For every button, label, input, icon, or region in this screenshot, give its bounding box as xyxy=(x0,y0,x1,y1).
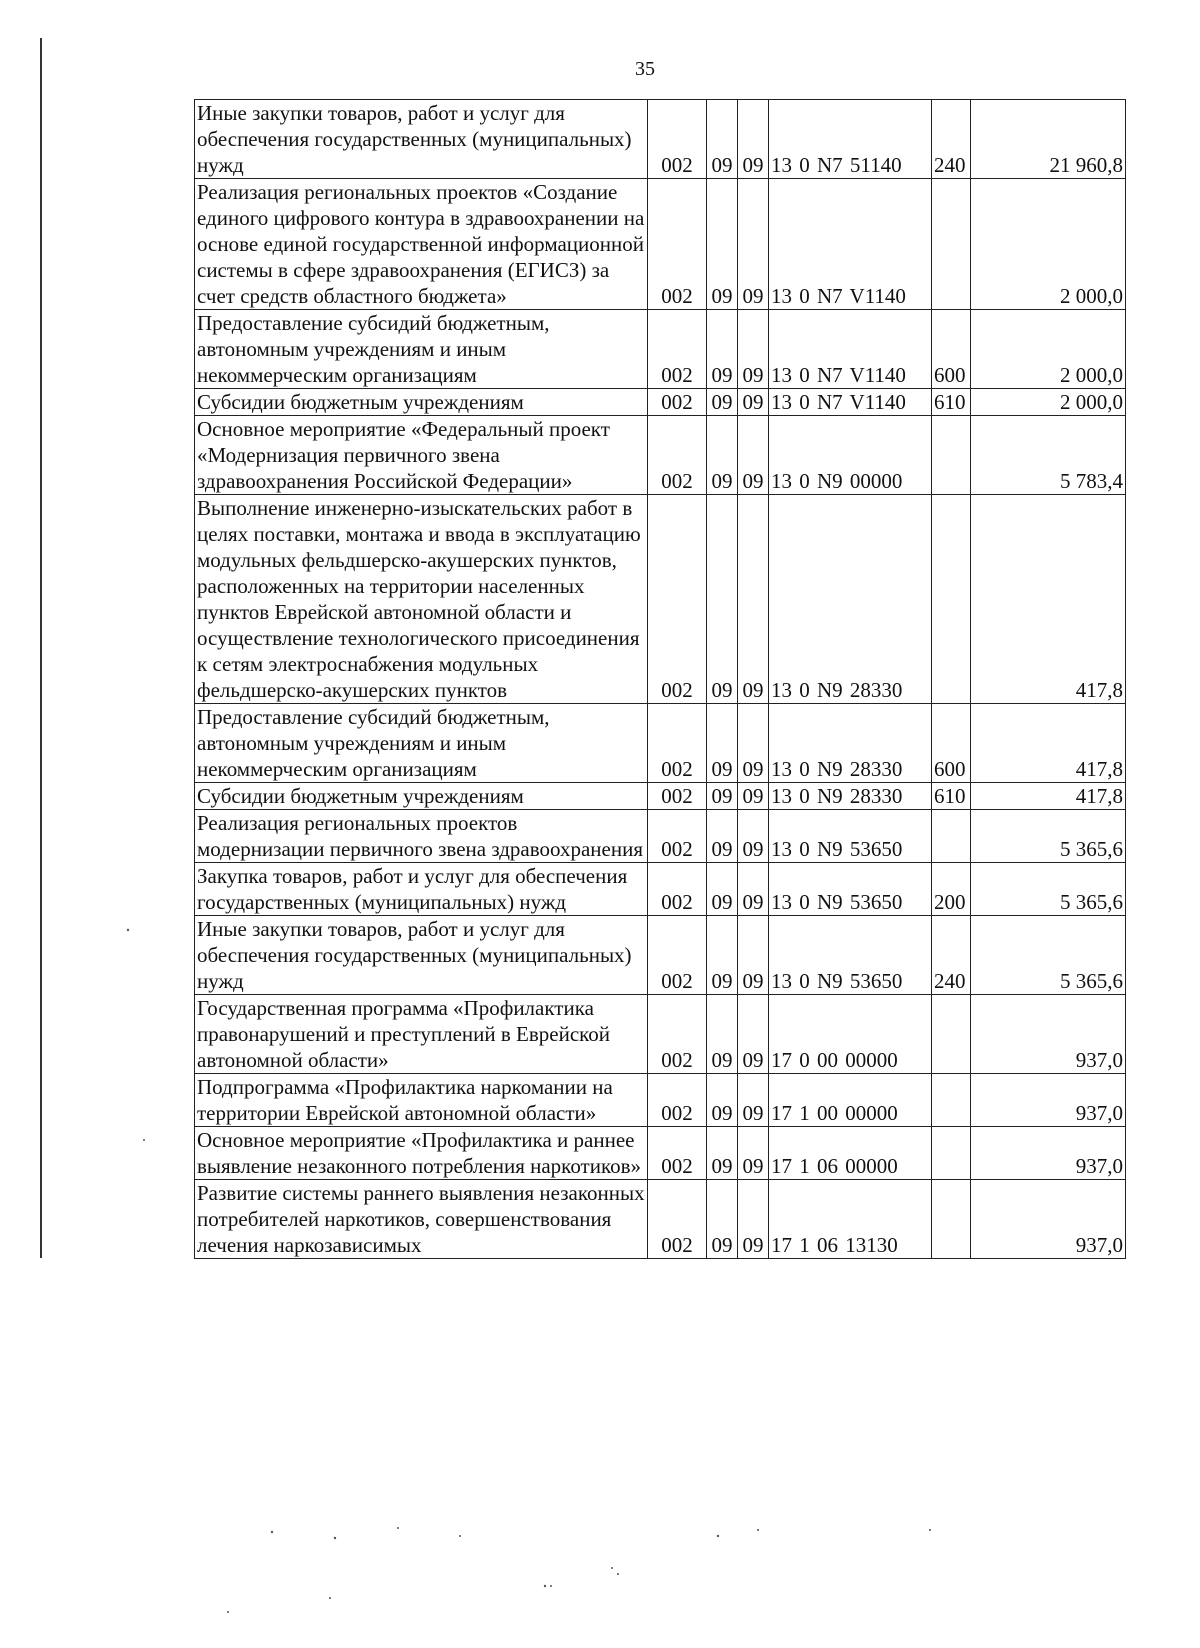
row-name: Предоставление субсидий бюджетным, автономным учреждениям и иным некоммерческим организациям xyxy=(195,704,648,783)
cell-ministry-code: 002 xyxy=(648,100,707,179)
cell-expense-type: 610 xyxy=(932,389,971,416)
row-name: Государственная программа «Профилактика правонарушений и преступлений в Еврейской автономной области» xyxy=(195,995,648,1074)
cell-section-code: 09 xyxy=(707,916,738,995)
cell-section-code: 09 xyxy=(707,1127,738,1180)
table-row xyxy=(195,179,1126,310)
row-name: Реализация региональных проектов модернизации первичного звена здравоохранения xyxy=(195,810,648,863)
cell-subsection-code: 09 xyxy=(738,100,769,179)
cell-subsection-code: 09 xyxy=(738,704,769,783)
cell-section-code: 09 xyxy=(707,810,738,863)
cell-target-article: 17 1 00 00000 xyxy=(769,1074,932,1127)
cell-subsection-code: 09 xyxy=(738,916,769,995)
cell-amount: 2 000,0 xyxy=(971,179,1126,310)
row-name: Основное мероприятие «Профилактика и раннее выявление незаконного потребления наркотиков» xyxy=(195,1127,648,1180)
row-name: Реализация региональных проектов «Создание единого цифрового контура в здравоохранении на основе единой государственной информационной системы в сфере здравоохранения (ЕГИСЗ) за счет средств областного бюджета» xyxy=(195,179,648,310)
cell-amount: 5 365,6 xyxy=(971,916,1126,995)
cell-expense-type xyxy=(932,810,971,863)
table-row xyxy=(195,416,1126,495)
cell-target-article: 13 0 N9 28330 xyxy=(769,495,932,704)
cell-target-article: 13 0 N7 V1140 xyxy=(769,389,932,416)
cell-target-article: 13 0 N9 00000 xyxy=(769,416,932,495)
cell-target-article: 13 0 N9 53650 xyxy=(769,863,932,916)
cell-subsection-code: 09 xyxy=(738,1127,769,1180)
table-row xyxy=(195,704,1126,783)
cell-ministry-code: 002 xyxy=(648,389,707,416)
row-name: Иные закупки товаров, работ и услуг для обеспечения государственных (муниципальных) нужд xyxy=(195,100,648,179)
cell-subsection-code: 09 xyxy=(738,389,769,416)
cell-section-code: 09 xyxy=(707,863,738,916)
row-name: Развитие системы раннего выявления незаконных потребителей наркотиков, совершенствования лечения наркозависимых xyxy=(195,1180,648,1259)
row-name: Предоставление субсидий бюджетным, автономным учреждениям и иным некоммерческим организациям xyxy=(195,310,648,389)
cell-target-article: 13 0 N7 V1140 xyxy=(769,310,932,389)
cell-section-code: 09 xyxy=(707,416,738,495)
cell-ministry-code: 002 xyxy=(648,995,707,1074)
table-row xyxy=(195,310,1126,389)
cell-section-code: 09 xyxy=(707,783,738,810)
row-name: Субсидии бюджетным учреждениям xyxy=(195,783,648,810)
table-row xyxy=(195,100,1126,179)
cell-ministry-code: 002 xyxy=(648,179,707,310)
cell-amount: 417,8 xyxy=(971,704,1126,783)
cell-amount: 2 000,0 xyxy=(971,389,1126,416)
cell-expense-type: 240 xyxy=(932,100,971,179)
cell-subsection-code: 09 xyxy=(738,310,769,389)
cell-ministry-code: 002 xyxy=(648,783,707,810)
cell-section-code: 09 xyxy=(707,1180,738,1259)
cell-ministry-code: 002 xyxy=(648,1180,707,1259)
cell-expense-type xyxy=(932,995,971,1074)
cell-ministry-code: 002 xyxy=(648,863,707,916)
cell-expense-type xyxy=(932,495,971,704)
cell-section-code: 09 xyxy=(707,495,738,704)
table-row xyxy=(195,1180,1126,1259)
cell-target-article: 17 1 06 00000 xyxy=(769,1127,932,1180)
cell-target-article: 13 0 N9 53650 xyxy=(769,916,932,995)
row-name: Подпрограмма «Профилактика наркомании на территории Еврейской автономной области» xyxy=(195,1074,648,1127)
cell-expense-type: 600 xyxy=(932,310,971,389)
table-row xyxy=(195,389,1126,416)
cell-amount: 417,8 xyxy=(971,783,1126,810)
cell-subsection-code: 09 xyxy=(738,1074,769,1127)
cell-expense-type xyxy=(932,416,971,495)
cell-target-article: 13 0 N7 V1140 xyxy=(769,179,932,310)
cell-subsection-code: 09 xyxy=(738,783,769,810)
row-name: Иные закупки товаров, работ и услуг для обеспечения государственных (муниципальных) нужд xyxy=(195,916,648,995)
cell-ministry-code: 002 xyxy=(648,916,707,995)
cell-amount: 417,8 xyxy=(971,495,1126,704)
cell-expense-type: 200 xyxy=(932,863,971,916)
cell-target-article: 17 0 00 00000 xyxy=(769,995,932,1074)
cell-section-code: 09 xyxy=(707,100,738,179)
cell-expense-type xyxy=(932,1180,971,1259)
page-number: 35 xyxy=(635,58,655,80)
cell-amount: 937,0 xyxy=(971,1074,1126,1127)
cell-expense-type: 600 xyxy=(932,704,971,783)
budget-table xyxy=(194,99,1126,1259)
cell-section-code: 09 xyxy=(707,995,738,1074)
row-name: Закупка товаров, работ и услуг для обеспечения государственных (муниципальных) нужд xyxy=(195,863,648,916)
table-row xyxy=(195,995,1126,1074)
cell-expense-type xyxy=(932,1074,971,1127)
table-row xyxy=(195,1074,1126,1127)
cell-ministry-code: 002 xyxy=(648,1127,707,1180)
cell-subsection-code: 09 xyxy=(738,810,769,863)
table-row xyxy=(195,783,1126,810)
cell-target-article: 13 0 N9 28330 xyxy=(769,704,932,783)
table-row xyxy=(195,916,1126,995)
cell-expense-type xyxy=(932,179,971,310)
cell-amount: 2 000,0 xyxy=(971,310,1126,389)
cell-amount: 5 365,6 xyxy=(971,810,1126,863)
cell-ministry-code: 002 xyxy=(648,704,707,783)
cell-target-article: 13 0 N9 28330 xyxy=(769,783,932,810)
table-row xyxy=(195,1127,1126,1180)
cell-section-code: 09 xyxy=(707,179,738,310)
cell-subsection-code: 09 xyxy=(738,863,769,916)
cell-section-code: 09 xyxy=(707,1074,738,1127)
row-name: Основное мероприятие «Федеральный проект «Модернизация первичного звена здравоохранения Российской Федерации» xyxy=(195,416,648,495)
cell-expense-type: 610 xyxy=(932,783,971,810)
row-name: Выполнение инженерно-изыскательских работ в целях поставки, монтажа и ввода в эксплуатацию модульных фельдшерско-акушерских пунктов, расположенных на территории населенных пунктов Еврейской автономной области и осуществление технологического присоединения к сетям электроснабжения модульных фельдшерско-акушерских пунктов xyxy=(195,495,648,704)
budget-table-body xyxy=(195,100,1126,1259)
table-row xyxy=(195,863,1126,916)
cell-expense-type: 240 xyxy=(932,916,971,995)
table-row xyxy=(195,810,1126,863)
cell-amount: 937,0 xyxy=(971,1180,1126,1259)
cell-target-article: 13 0 N9 53650 xyxy=(769,810,932,863)
cell-amount: 937,0 xyxy=(971,1127,1126,1180)
cell-ministry-code: 002 xyxy=(648,1074,707,1127)
cell-expense-type xyxy=(932,1127,971,1180)
scan-margin-line xyxy=(40,38,42,1258)
cell-section-code: 09 xyxy=(707,389,738,416)
cell-section-code: 09 xyxy=(707,704,738,783)
cell-subsection-code: 09 xyxy=(738,179,769,310)
cell-subsection-code: 09 xyxy=(738,1180,769,1259)
cell-section-code: 09 xyxy=(707,310,738,389)
cell-target-article: 17 1 06 13130 xyxy=(769,1180,932,1259)
cell-amount: 21 960,8 xyxy=(971,100,1126,179)
cell-amount: 937,0 xyxy=(971,995,1126,1074)
table-row xyxy=(195,495,1126,704)
cell-ministry-code: 002 xyxy=(648,810,707,863)
cell-ministry-code: 002 xyxy=(648,310,707,389)
cell-subsection-code: 09 xyxy=(738,995,769,1074)
cell-amount: 5 365,6 xyxy=(971,863,1126,916)
row-name: Субсидии бюджетным учреждениям xyxy=(195,389,648,416)
cell-ministry-code: 002 xyxy=(648,416,707,495)
cell-subsection-code: 09 xyxy=(738,495,769,704)
cell-subsection-code: 09 xyxy=(738,416,769,495)
cell-ministry-code: 002 xyxy=(648,495,707,704)
cell-amount: 5 783,4 xyxy=(971,416,1126,495)
cell-target-article: 13 0 N7 51140 xyxy=(769,100,932,179)
